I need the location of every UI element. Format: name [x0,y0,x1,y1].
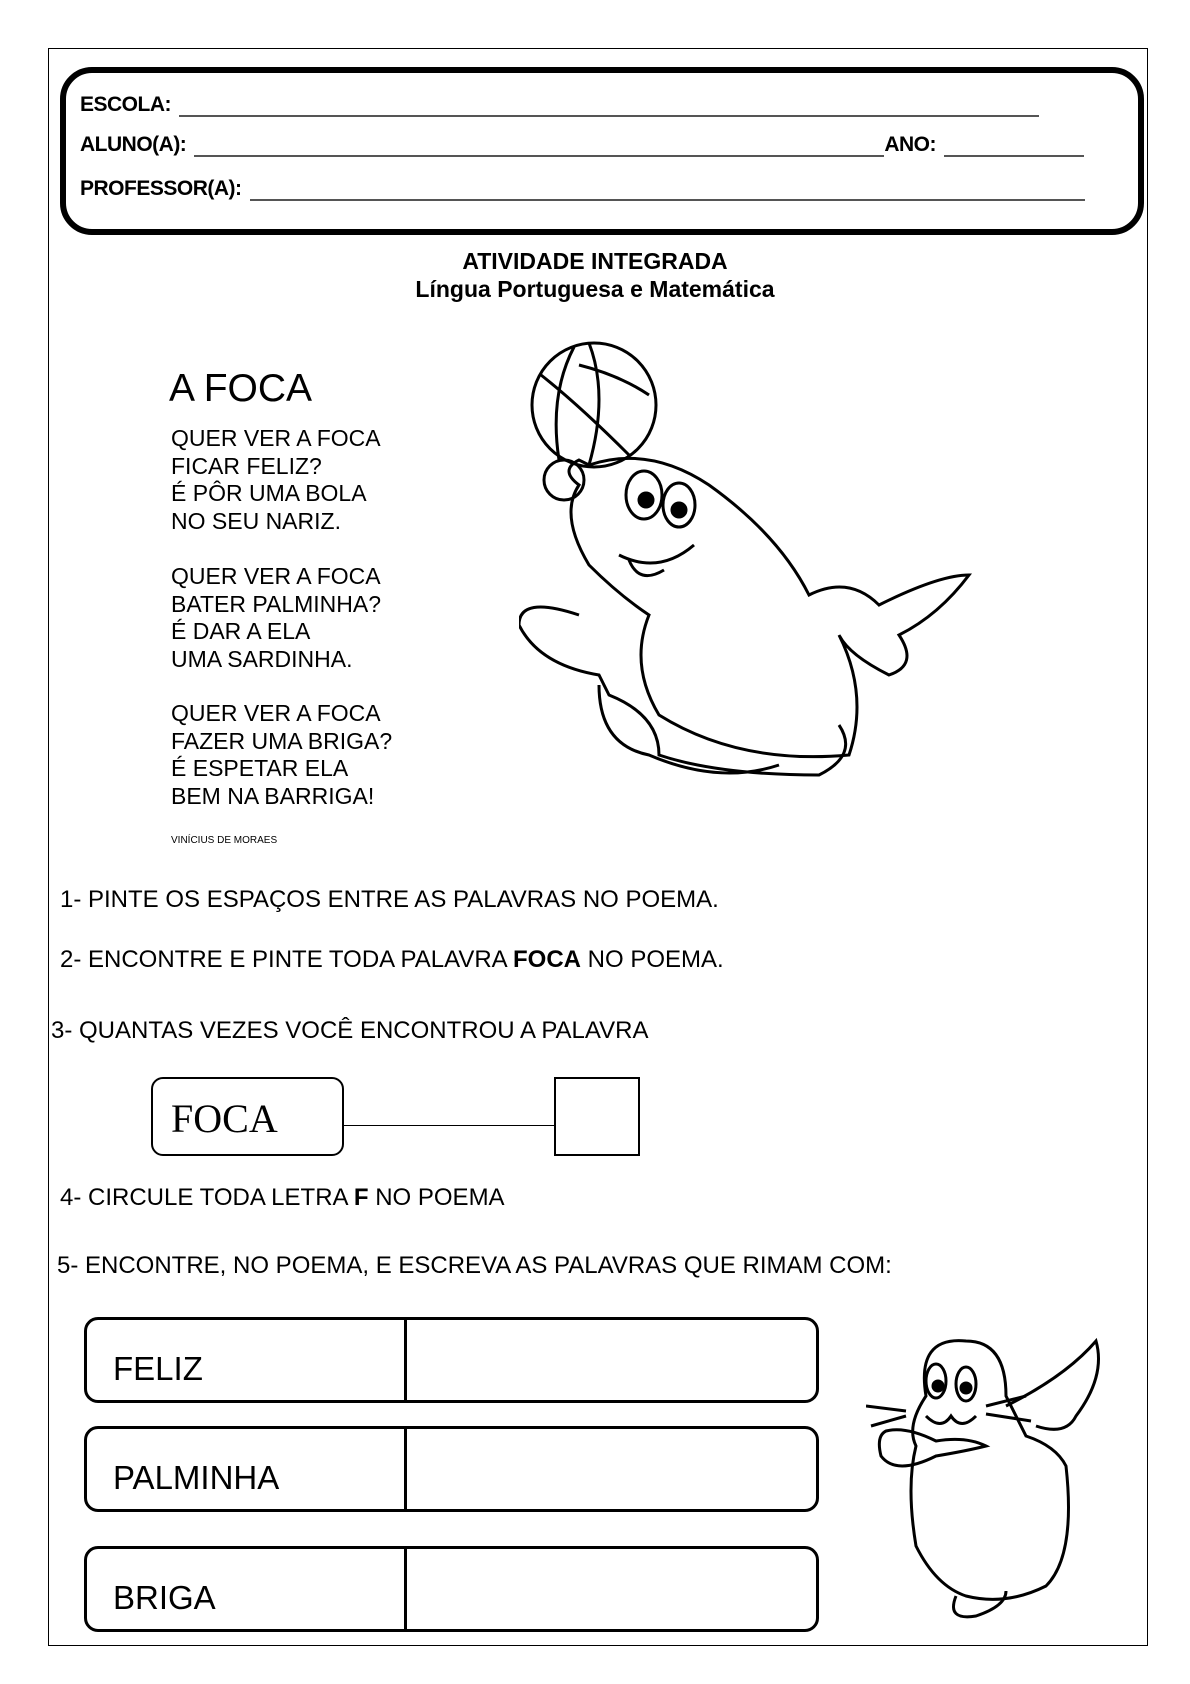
rhyme-word: PALMINHA [113,1459,280,1496]
poem-line: QUER VER A FOCA [171,563,381,589]
rhyme-answer-field[interactable] [407,1429,816,1509]
poem-stanza-3 [171,700,392,810]
poem-title: A FOCA [169,367,313,410]
count-answer-box[interactable] [554,1077,640,1156]
ano-line[interactable] [944,135,1084,157]
rhyme-row [84,1546,819,1632]
rhyme-row [84,1317,819,1403]
q4-text-end: NO POEMA [368,1184,505,1211]
question-4 [60,1184,505,1212]
connector-line [344,1125,554,1126]
professor-label: PROFESSOR(A): [80,177,242,200]
poem-line: BEM NA BARRIGA! [171,782,375,809]
foca-word: FOCA [171,1096,278,1141]
professor-line[interactable] [250,179,1085,201]
rhyme-word: FELIZ [113,1350,203,1387]
rhyme-answer-field[interactable] [407,1549,816,1629]
foca-word-box [151,1077,344,1156]
poem-line: UMA SARDINHA. [171,645,353,672]
aluno-line[interactable] [194,135,884,157]
poem-line: QUER VER A FOCA [171,425,381,451]
poem-line: FICAR FELIZ? [171,452,322,479]
question-3: 3- QUANTAS VEZES VOCÊ ENCONTROU A PALAVRA [51,1017,649,1044]
poem-line: QUER VER A FOCA [171,700,381,726]
poem-author: VINÍCIUS DE MORAES [171,835,278,846]
activity-title: ATIVIDADE INTEGRADA [462,248,728,274]
question-5: 5- ENCONTRE, NO POEMA, E ESCREVA AS PALAVRAS QUE RIMAM COM: [57,1252,892,1279]
ano-label: ANO: [884,133,936,156]
poem-stanza-1 [171,425,381,535]
q2-text: 2- ENCONTRE E PINTE TODA PALAVRA [60,946,514,973]
escola-field[interactable] [80,93,1039,117]
aluno-field[interactable] [80,133,1084,157]
rhyme-word: BRIGA [113,1579,216,1616]
poem-line: É DAR A ELA [171,618,311,644]
student-info-box [60,67,1144,235]
rhyme-row [84,1426,819,1512]
q2-text-end: NO POEMA. [581,946,724,973]
seal-with-fish-illustration [866,1336,1126,1621]
question-1: 1- PINTE OS ESPAÇOS ENTRE AS PALAVRAS NO POEMA. [60,886,719,913]
escola-label: ESCOLA: [80,93,171,116]
q4-text: 4- CIRCULE TODA LETRA [60,1184,354,1211]
professor-field[interactable] [80,177,1085,201]
question-2 [60,946,724,974]
activity-subtitle: Língua Portuguesa e Matemática [415,276,775,302]
aluno-label: ALUNO(A): [80,133,187,156]
seal-with-ball-illustration [519,335,1029,835]
poem-line: É PÔR UMA BOLA [171,480,367,506]
poem-line: BATER PALMINHA? [171,590,382,617]
poem-line: É ESPETAR ELA [171,755,349,781]
escola-line[interactable] [179,95,1039,117]
q4-bold-letter: F [353,1184,369,1211]
poem-line: FAZER UMA BRIGA? [171,727,393,754]
q2-bold-word: FOCA [513,946,582,973]
rhyme-answer-field[interactable] [407,1320,816,1400]
poem-line: NO SEU NARIZ. [171,507,341,534]
poem-stanza-2 [171,563,381,673]
